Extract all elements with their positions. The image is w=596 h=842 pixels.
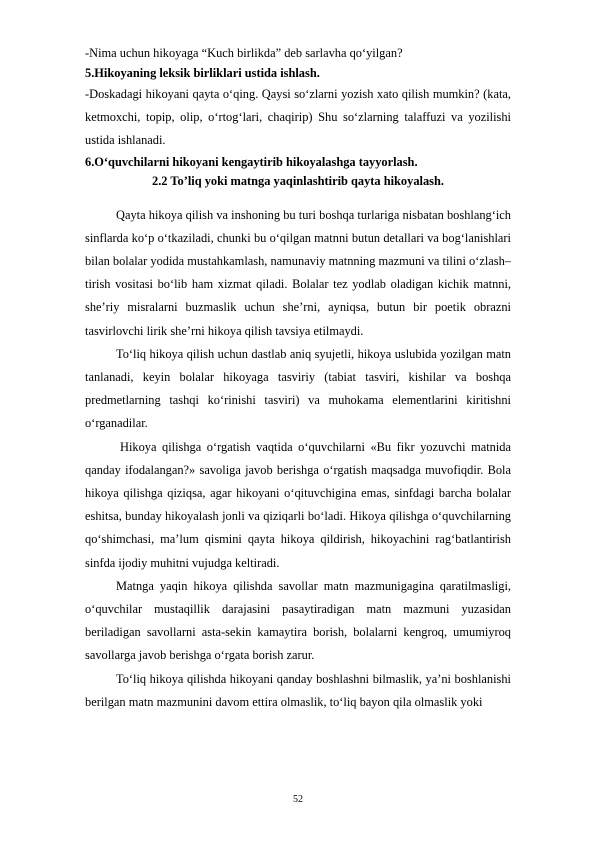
heading-5: 5.Hikoyaning leksik birliklari ustida ishlash. <box>85 65 320 80</box>
spacer <box>85 192 511 204</box>
paragraph-1: Qayta hikoya qilish va inshoning bu turi boshqa turlariga nisbatan boshlang‘ich sinflarda ko‘p o‘tkaziladi, chunki bu o‘qilgan matnni butun detallari va bog‘lanishlari bilan bolalar yodida mustahkamlash, namunaviy matnning mazmuni va tilini o‘zlash–tirish vositasi bo‘lib ham xizmat qiladi. Bolalar tez yodlab oladigan kichik matnni, she’riy misralarni buzmaslik uchun she’rni, ayniqsa, butun bir poetik obrazni tasvirlovchi lirik she’rni hikoya qilish tavsiya etilmaydi. <box>85 207 512 338</box>
question-line: -Nima uchun hikoyaga “Kuch birlikda” deb sarlavha qo‘yilgan? <box>85 46 403 60</box>
section-title: 2.2 To’liq yoki matnga yaqinlashtirib qayta hikoyalash. <box>152 174 444 189</box>
paragraph-3: Hikoya qilishga o‘rgatish vaqtida o‘quvchilarni «Bu fikr yozuvchi matnida qanday ifodalangan?» savoliga javob berishga o‘rgatish maqsadga muvofiqdir. Bola hikoya qilishga qiziqsa, agar hikoyani o‘qituvchigina emas, sinfdagi barcha bolalar eshitsa, bunday hikoyalash jonli va qiziqarli bo‘ladi. Hikoya qilishga o‘quvchilarning qo‘shimchasi, ma’lum qismini qayta hikoya qildirish, hikoyachini rag‘batlantirish sinfda ijodiy muhitni vujudga keltiradi. <box>85 439 511 570</box>
page-text <box>85 44 511 714</box>
paragraph-2: To‘liq hikoya qilish uchun dastlab aniq syujetli, hikoya uslubida yozilgan matn tanlanadi, keyin bolalar hikoyaga tasviriy (tabiat tasviri, kishilar va boshqa predmetlarning tashqi ko‘rinishi tasviri) va muhokama elementlarini kiritishni o‘rganadilar. <box>85 346 511 431</box>
doska-paragraph: -Doskadagi hikoyani qayta o‘qing. Qaysi so‘zlarni yozish xato qilish mumkin? (kata, ketmoxchi, topip, olip, o‘rtog‘lari, chaqirip) Shu so‘zlarning talaffuzi va yozilishi ustida ishlanadi. <box>85 87 511 148</box>
paragraph-4: Matnga yaqin hikoya qilishda savollar matn mazmunigagina qaratilmasligi, o‘quvchilar mustaqillik darajasini pasaytiradigan matn mazmuni yuzasidan beriladigan savollarni asta-sekin kamaytira borish, bolalarni kengroq, umumiyroq savollarga javob berishga o‘rgata borish zarur. <box>85 578 511 663</box>
heading-6: 6.O‘quvchilarni hikoyani kengaytirib hikoyalashga tayyorlash. <box>85 154 418 169</box>
paragraph-5: To‘liq hikoya qilishda hikoyani qanday boshlashni bilmaslik, ya’ni boshlanishi berilgan matn mazmunini davom ettira olmaslik, to‘liq bayon qila olmaslik yoki <box>85 671 511 709</box>
page-number: 52 <box>293 794 303 805</box>
